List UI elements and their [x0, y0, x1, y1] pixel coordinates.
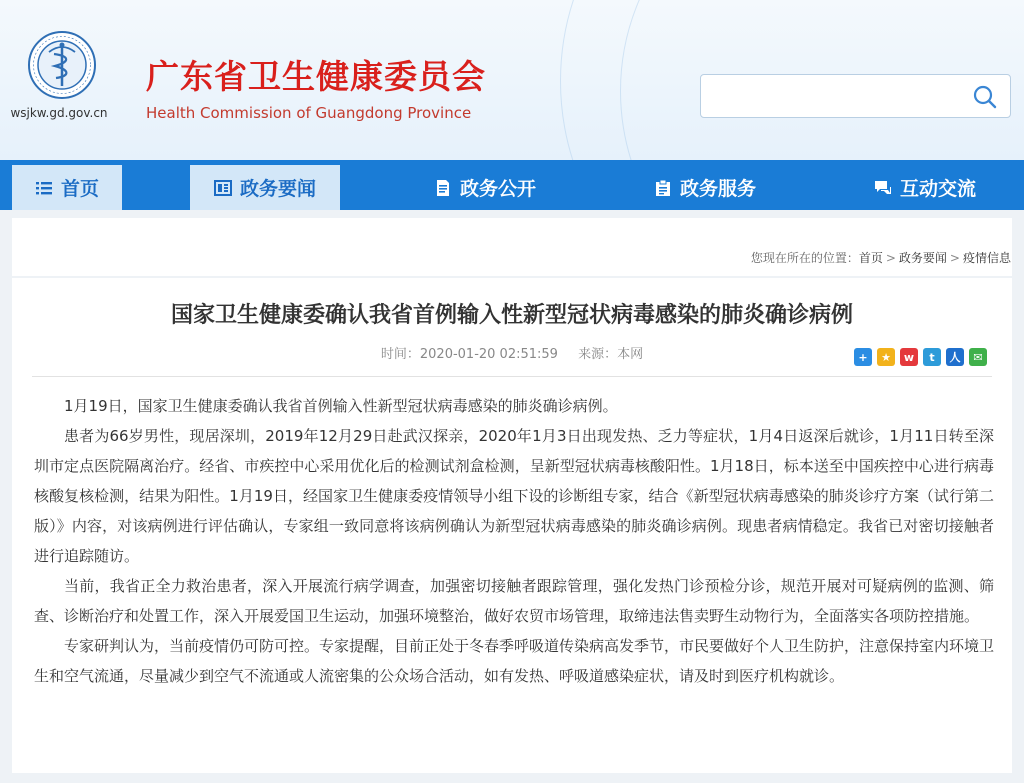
nav-label: 政务公开	[459, 178, 536, 200]
breadcrumb-home[interactable]: 首页	[858, 251, 883, 265]
breadcrumb	[751, 249, 1011, 266]
divider	[12, 773, 1012, 778]
search-icon[interactable]	[972, 84, 998, 110]
share-more-icon[interactable]: +	[854, 348, 872, 366]
nav-label: 政务要闻	[239, 178, 316, 200]
weibo-icon[interactable]: w	[900, 348, 918, 366]
search-box	[700, 74, 1011, 118]
main-nav	[0, 160, 1024, 210]
qzone-icon[interactable]: ★	[877, 348, 895, 366]
article-title: 国家卫生健康委确认我省首例输入性新型冠状病毒感染的肺炎确诊病例	[170, 303, 853, 328]
article-paragraph: 1月19日，国家卫生健康委确认我省首例输入性新型冠状病毒感染的肺炎确诊病例。	[64, 397, 618, 415]
nav-label: 政务服务	[679, 178, 756, 200]
list-icon	[35, 179, 53, 197]
search-input[interactable]	[709, 81, 963, 113]
breadcrumb-prefix: 您现在所在的位置：	[750, 251, 859, 265]
nav-label: 互动交流	[899, 178, 976, 200]
document-icon	[434, 179, 452, 197]
breadcrumb-separator: >	[885, 251, 896, 265]
renren-icon[interactable]: 人	[946, 348, 964, 366]
publish-time	[381, 347, 558, 362]
divider	[32, 376, 992, 377]
article-paragraph: 专家研判认为，当前疫情仍可防可控。专家提醒，目前正处于冬春季呼吸道传染病高发季节，市民要做好个人卫生防护，注意保持室内环境卫生和空气流通，尽量减少到空气不流通或人流密集的公众场合活动，如有发热、呼吸道感染症状，请及时到医疗机构就诊。	[34, 637, 995, 685]
source-label: 来源：	[578, 347, 618, 362]
nav-item-interaction[interactable]	[850, 165, 1000, 210]
time-value: 2020-01-20 02:51:59	[419, 347, 558, 362]
article-container	[12, 218, 1012, 778]
time-label: 时间：	[380, 347, 420, 362]
divider	[12, 276, 1012, 278]
news-icon	[214, 179, 232, 197]
article-body	[34, 391, 994, 691]
share-bar	[854, 348, 987, 366]
tencent-weibo-icon[interactable]: t	[923, 348, 941, 366]
nav-item-public-info[interactable]	[410, 165, 560, 210]
source-value: 本网	[617, 347, 644, 362]
article-paragraph: 患者为66岁男性，现居深圳，2019年12月29日赴武汉探亲，2020年1月3日出现发热、乏力等症状，1月4日返深后就诊，1月11日转至深圳市定点医院隔离治疗。经省、市疾控中心采用优化后的检测试剂盒检测，呈新型冠状病毒核酸阳性。1月18日，标本送至中国疾控中心进行病毒核酸复核检测，结果为阳性。1月19日，经国家卫生健康委疫情领导小组下设的诊断组专家，结合《新型冠状病毒感染的肺炎诊疗方案（试行第二版）》内容，对该病例进行评估确认，专家组一致同意将该病例确认为新型冠状病毒感染的肺炎确诊病例。现患者病情稳定。我省已对密切接触者进行追踪随访。	[34, 427, 994, 565]
commission-emblem-logo[interactable]	[27, 30, 97, 100]
breadcrumb-news[interactable]: 政务要闻	[898, 251, 947, 265]
article-paragraph: 当前，我省正全力救治患者，深入开展流行病学调查，加强密切接触者跟踪管理，强化发热门诊预检分诊，规范开展对可疑病例的监测、筛查、诊断治疗和处置工作，深入开展爱国卫生运动，加强环境整治，做好农贸市场管理，取缔违法售卖野生动物行为，全面落实各项防控措施。	[34, 577, 994, 625]
nav-item-services[interactable]	[630, 165, 780, 210]
breadcrumb-epidemic-info[interactable]: 疫情信息	[962, 251, 1011, 265]
wechat-icon[interactable]: ✉	[969, 348, 987, 366]
nav-item-news[interactable]	[190, 165, 340, 210]
site-title[interactable]: 广东省卫生健康委员会	[146, 57, 486, 96]
clipboard-icon	[654, 179, 672, 197]
site-url: wsjkw.gd.gov.cn	[10, 106, 108, 120]
breadcrumb-separator: >	[949, 251, 960, 265]
article-source	[578, 347, 643, 362]
nav-label: 首页	[60, 178, 99, 200]
nav-item-home[interactable]	[12, 165, 122, 210]
chat-icon	[874, 179, 892, 197]
site-header	[0, 0, 1024, 160]
site-subtitle: Health Commission of Guangdong Province	[146, 104, 472, 122]
